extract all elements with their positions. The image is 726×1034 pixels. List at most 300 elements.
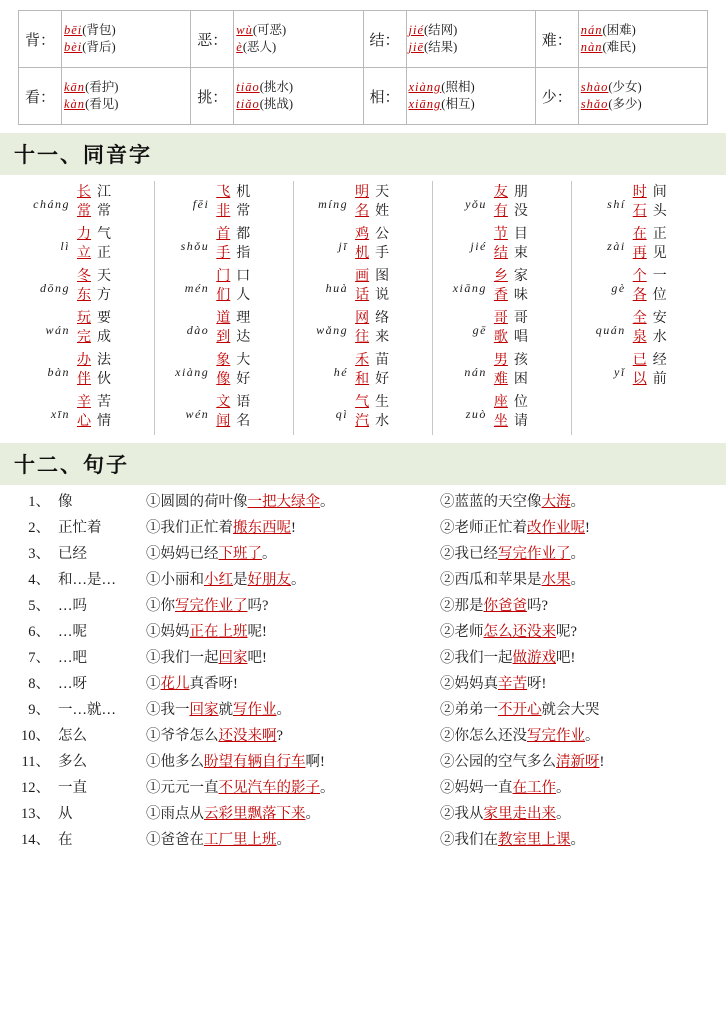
homophone-char: 生	[375, 395, 390, 410]
homophone-group	[576, 225, 706, 263]
plain-text: ②你怎么还没	[440, 728, 527, 744]
homophone-pinyin: fēi	[192, 197, 210, 211]
homophone-char: 象	[216, 353, 231, 368]
homophone-char: 束	[513, 246, 528, 261]
homophone-char: 口	[236, 269, 251, 284]
polyphone-reading-line	[64, 39, 190, 56]
homophone-char: 以	[632, 372, 647, 387]
homophone-chars	[491, 309, 531, 347]
homophone-group	[576, 351, 706, 389]
sentence-number: 6、	[28, 624, 50, 640]
homophone-group	[20, 393, 150, 431]
homophone-chars	[74, 351, 114, 389]
sentence-number: 12、	[21, 780, 50, 796]
homophone-context-chars	[650, 183, 670, 221]
plain-text: !	[599, 754, 605, 770]
sentence-row	[14, 515, 726, 541]
homophone-group	[159, 393, 289, 431]
homophone-char: 水	[375, 414, 390, 429]
homophone-target-chars	[352, 225, 372, 263]
homophone-target-chars	[630, 267, 650, 305]
example-word: (看见)	[85, 97, 119, 111]
polyphone-table	[18, 10, 708, 125]
homophone-chars	[491, 351, 531, 389]
homophone-char: 朋	[513, 185, 528, 200]
sentence-number: 7、	[28, 650, 50, 666]
homophone-char: 往	[355, 330, 370, 345]
homophone-char: 心	[77, 414, 91, 429]
homophone-target-chars	[491, 267, 511, 305]
homophone-target-chars	[630, 183, 650, 221]
sentence-example-2	[438, 645, 726, 671]
sentence-example-1	[144, 775, 438, 801]
homophone-group	[159, 309, 289, 347]
homophone-table	[16, 181, 710, 435]
homophone-column	[571, 181, 710, 435]
homophone-group	[437, 309, 567, 347]
plain-text: ①你	[146, 598, 175, 614]
plain-text: ②公园的空气多么	[440, 754, 556, 770]
plain-text: 。	[585, 728, 600, 744]
polyphone-char: 挑：	[191, 68, 234, 125]
homophone-char: 到	[216, 330, 231, 345]
sentence-example-1	[144, 619, 438, 645]
homophone-char: 正	[97, 246, 111, 261]
homophone-group	[159, 183, 289, 221]
example-word: (照相)	[441, 80, 475, 94]
homophone-pinyin: dōng	[40, 281, 70, 295]
homophone-char: 好	[375, 372, 390, 387]
homophone-char: 玩	[77, 311, 91, 326]
homophone-char: 手	[216, 246, 231, 261]
homophone-group	[20, 267, 150, 305]
homophone-char: 位	[652, 288, 667, 303]
homophone-char: 男	[493, 353, 508, 368]
highlight-text: 小红	[204, 572, 233, 588]
homophone-char: 已	[632, 353, 647, 368]
highlight-text: 家里走出来	[483, 806, 556, 822]
homophone-context-chars	[372, 351, 392, 389]
homophone-chars	[630, 267, 670, 305]
homophone-context-chars	[94, 183, 114, 221]
plain-text: 。	[570, 494, 585, 510]
homophone-target-chars	[352, 351, 372, 389]
plain-text: 啊!	[305, 754, 325, 770]
sentence-number: 8、	[28, 676, 50, 692]
homophone-chars	[352, 267, 392, 305]
highlight-text: 正在上班	[189, 624, 248, 640]
homophone-char: 节	[493, 227, 508, 242]
sentence-example-2	[438, 619, 726, 645]
sentence-number: 1、	[28, 494, 50, 510]
homophone-pinyin: gè	[611, 281, 626, 295]
homophone-char: 话	[355, 288, 370, 303]
homophone-group	[437, 393, 567, 431]
homophone-chars	[74, 309, 114, 347]
sentence-number: 11、	[21, 754, 50, 770]
sentence-pattern: …呢	[58, 624, 87, 640]
highlight-text: 写完作业了	[175, 598, 248, 614]
homophone-char: 水	[652, 330, 667, 345]
homophone-char: 友	[493, 185, 508, 200]
plain-text: !	[585, 520, 590, 536]
homophone-char: 法	[97, 353, 111, 368]
sentence-example-2	[438, 567, 726, 593]
homophone-chars	[213, 393, 253, 431]
homophone-char: 和	[355, 372, 370, 387]
highlight-text: 工厂里上班	[204, 832, 277, 848]
homophone-group	[20, 183, 150, 221]
homophone-char: 哥	[493, 311, 508, 326]
homophone-char: 请	[513, 414, 528, 429]
homophone-char: 好	[236, 372, 251, 387]
homophone-pinyin: shí	[607, 197, 626, 211]
homophone-chars	[74, 267, 114, 305]
sentence-row	[14, 827, 726, 853]
homophone-context-chars	[511, 225, 531, 263]
plain-text: ②妈妈真	[440, 676, 498, 692]
homophone-char: 禾	[355, 353, 370, 368]
homophone-target-chars	[491, 351, 511, 389]
homophone-char: 安	[652, 311, 667, 326]
homophone-context-chars	[94, 225, 114, 263]
polyphone-readings	[406, 11, 535, 68]
homophone-char: 困	[513, 372, 528, 387]
homophone-target-chars	[630, 225, 650, 263]
homophone-target-chars	[213, 309, 233, 347]
homophone-char: 伴	[77, 372, 91, 387]
homophone-pinyin: qì	[335, 407, 349, 421]
sentence-row	[14, 671, 726, 697]
homophone-pinyin: shǒu	[180, 239, 210, 253]
example-word: (相互)	[441, 97, 475, 111]
sentence-pattern: 一直	[58, 780, 87, 796]
polyphone-reading-line	[409, 79, 535, 96]
sentence-pattern: 从	[58, 806, 73, 822]
homophone-chars	[630, 309, 670, 347]
homophone-char: 在	[632, 227, 647, 242]
homophone-target-chars	[74, 393, 94, 431]
homophone-char: 味	[513, 288, 528, 303]
homophone-char: 手	[375, 246, 390, 261]
homophone-target-chars	[74, 351, 94, 389]
homophone-chars	[491, 225, 531, 263]
polyphone-reading-line	[64, 79, 190, 96]
polyphone-reading-line	[236, 22, 362, 39]
homophone-pinyin: wán	[45, 323, 70, 337]
homophone-chars	[74, 393, 114, 431]
homophone-pinyin: mén	[184, 281, 210, 295]
plain-text: 。	[305, 806, 320, 822]
polyphone-row	[19, 11, 708, 68]
homophone-group	[159, 267, 289, 305]
homophone-char: 一	[652, 269, 667, 284]
pinyin: shào	[580, 80, 609, 94]
sentence-example-1	[144, 645, 438, 671]
polyphone-reading-line	[409, 96, 535, 113]
homophone-target-chars	[352, 309, 372, 347]
plain-text: 呢!	[247, 624, 267, 640]
plain-text: 。	[320, 780, 335, 796]
homophone-column	[432, 181, 571, 435]
sentence-example-1	[144, 827, 438, 853]
homophone-pinyin: quán	[595, 323, 626, 337]
homophone-char: 网	[355, 311, 370, 326]
homophone-target-chars	[630, 309, 650, 347]
homophone-char: 江	[97, 185, 111, 200]
polyphone-char: 结：	[363, 11, 406, 68]
homophone-char: 情	[97, 414, 111, 429]
plain-text: ①元元一直	[146, 780, 219, 796]
homophone-group	[437, 225, 567, 263]
homophone-column	[155, 181, 294, 435]
homophone-char: 石	[632, 204, 647, 219]
polyphone-reading-line	[64, 96, 190, 113]
homophone-context-chars	[233, 393, 253, 431]
plain-text: ①妈妈	[146, 624, 190, 640]
example-word: (可恶)	[252, 23, 287, 37]
homophone-group	[298, 351, 428, 389]
homophone-char: 气	[355, 395, 370, 410]
plain-text: 。	[291, 572, 306, 588]
homophone-context-chars	[511, 351, 531, 389]
homophone-context-chars	[650, 351, 670, 389]
homophone-char: 首	[216, 227, 231, 242]
homophone-char: 香	[493, 288, 508, 303]
plain-text: 真香呀!	[189, 676, 238, 692]
sentence-row	[14, 775, 726, 801]
homophone-char: 苦	[97, 395, 111, 410]
homophone-char: 苗	[375, 353, 390, 368]
sentence-pattern: 一…就…	[58, 702, 116, 718]
plain-text: 吧!	[556, 650, 576, 666]
homophone-chars	[213, 225, 253, 263]
highlight-text: 改作业呢	[527, 520, 585, 536]
pinyin: è	[236, 40, 243, 54]
plain-text: 呢?	[556, 624, 577, 640]
homophone-context-chars	[511, 309, 531, 347]
homophone-char: 名	[236, 414, 251, 429]
homophone-target-chars	[74, 309, 94, 347]
homophone-char: 乡	[493, 269, 508, 284]
homophone-char: 说	[375, 288, 390, 303]
sentence-row	[14, 489, 726, 515]
homophone-char: 飞	[216, 185, 231, 200]
pinyin: nán	[580, 23, 603, 37]
sentence-pattern: 怎么	[58, 728, 87, 744]
homophone-chars	[491, 393, 531, 431]
homophone-char: 像	[216, 372, 231, 387]
polyphone-readings	[62, 11, 191, 68]
polyphone-reading-line	[236, 96, 362, 113]
homophone-char: 指	[236, 246, 251, 261]
homophone-char: 各	[632, 288, 647, 303]
plain-text: ②妈妈一直	[440, 780, 513, 796]
highlight-text: 写作业	[233, 702, 277, 718]
highlight-text: 清新呀	[556, 754, 600, 770]
homophone-pinyin: hé	[333, 365, 349, 379]
homophone-char: 络	[375, 311, 390, 326]
polyphone-readings	[234, 68, 363, 125]
example-word: (少女)	[608, 80, 642, 94]
highlight-text: 还没来啊	[218, 728, 277, 744]
polyphone-char: 相：	[363, 68, 406, 125]
sentence-example-2	[438, 593, 726, 619]
sentence-example-2	[438, 723, 726, 749]
homophone-pinyin: xiāng	[452, 281, 487, 295]
example-word: (多少)	[608, 97, 642, 111]
homophone-chars	[491, 267, 531, 305]
pinyin: kān	[64, 80, 86, 94]
plain-text: 。	[570, 572, 585, 588]
homophone-target-chars	[213, 267, 233, 305]
polyphone-char: 少：	[535, 68, 578, 125]
plain-text: ①	[146, 676, 161, 692]
polyphone-char: 看：	[19, 68, 62, 125]
highlight-text: 不见汽车的影子	[218, 780, 320, 796]
homophone-group	[298, 267, 428, 305]
homophone-pinyin: yǒu	[465, 197, 487, 211]
plain-text: 。	[570, 832, 585, 848]
homophone-group	[576, 309, 706, 347]
homophone-char: 见	[652, 246, 667, 261]
sentence-pattern: 正忙着	[58, 520, 102, 536]
homophone-char: 姓	[375, 204, 390, 219]
homophone-group	[437, 267, 567, 305]
homophone-chars	[213, 183, 253, 221]
homophone-char: 坐	[493, 414, 508, 429]
homophone-char: 方	[97, 288, 111, 303]
homophone-context-chars	[233, 309, 253, 347]
homophone-column	[16, 181, 155, 435]
polyphone-reading-line	[581, 39, 707, 56]
homophone-char: 们	[216, 288, 231, 303]
homophone-pinyin: yǐ	[614, 365, 626, 379]
homophone-pinyin: cháng	[33, 197, 70, 211]
homophone-char: 有	[493, 204, 508, 219]
homophone-chars	[630, 183, 670, 221]
example-word: (结网)	[424, 23, 458, 37]
sentence-pattern: …呀	[58, 676, 87, 692]
section-header-sentence: 十二、句子	[0, 443, 726, 485]
sentence-example-1	[144, 593, 438, 619]
polyphone-reading-line	[236, 39, 362, 56]
sentence-example-1	[144, 671, 438, 697]
homophone-char: 常	[77, 204, 91, 219]
homophone-char: 难	[493, 372, 508, 387]
example-word: (难民)	[602, 40, 636, 54]
homophone-pinyin: huà	[325, 281, 349, 295]
homophone-char: 前	[652, 372, 667, 387]
homophone-group	[437, 351, 567, 389]
plain-text: ①他多么	[146, 754, 204, 770]
highlight-text: 搬东西呢	[233, 520, 291, 536]
homophone-target-chars	[74, 267, 94, 305]
plain-text: 呀!	[527, 676, 547, 692]
homophone-pinyin: xiàng	[175, 365, 210, 379]
sentence-number: 9、	[28, 702, 50, 718]
plain-text: ②西瓜和苹果是	[440, 572, 542, 588]
sentence-row	[14, 645, 726, 671]
homophone-pinyin: jī	[338, 239, 349, 253]
homophone-group	[159, 351, 289, 389]
polyphone-reading-line	[409, 39, 535, 56]
homophone-char: 辛	[77, 395, 91, 410]
sentence-example-1	[144, 801, 438, 827]
highlight-text: 不开心	[498, 702, 542, 718]
polyphone-readings	[234, 11, 363, 68]
sentence-example-1	[144, 697, 438, 723]
homophone-target-chars	[213, 225, 233, 263]
homophone-chars	[352, 309, 392, 347]
plain-text: 。	[556, 780, 571, 796]
polyphone-reading-line	[64, 22, 190, 39]
homophone-pinyin: zuò	[465, 407, 487, 421]
homophone-target-chars	[491, 225, 511, 263]
homophone-char: 家	[513, 269, 528, 284]
sentence-example-2	[438, 671, 726, 697]
homophone-pinyin: bàn	[47, 365, 70, 379]
homophone-pinyin: míng	[318, 197, 349, 211]
sentence-example-2	[438, 801, 726, 827]
plain-text: 是	[233, 572, 248, 588]
pinyin: jié	[408, 23, 424, 37]
example-word: (困难)	[602, 23, 636, 37]
highlight-text: 在工作	[512, 780, 556, 796]
homophone-group	[437, 183, 567, 221]
example-word: (挑战)	[259, 97, 294, 111]
sentence-example-2	[438, 541, 726, 567]
plain-text: ②蓝蓝的天空像	[440, 494, 542, 510]
sentence-example-2	[438, 749, 726, 775]
homophone-chars	[352, 393, 392, 431]
homophone-target-chars	[213, 351, 233, 389]
highlight-text: 盼望有辆自行车	[204, 754, 306, 770]
plain-text: ②老师正忙着	[440, 520, 527, 536]
pinyin: shǎo	[580, 97, 609, 111]
homophone-char: 非	[216, 204, 231, 219]
plain-text: 。	[276, 832, 291, 848]
plain-text: ②弟弟一	[440, 702, 498, 718]
highlight-text: 教室里上课	[498, 832, 571, 848]
homophone-chars	[352, 351, 392, 389]
highlight-text: 水果	[541, 572, 571, 588]
plain-text: ②我们一起	[440, 650, 513, 666]
example-word: (看护)	[85, 80, 119, 94]
highlight-text: 云彩里飘落下来	[204, 806, 306, 822]
homophone-char: 头	[652, 204, 667, 219]
pinyin: xiàng	[408, 80, 442, 94]
plain-text: 吗?	[527, 598, 548, 614]
homophone-char: 唱	[513, 330, 528, 345]
homophone-pinyin: wén	[185, 407, 210, 421]
homophone-char: 图	[375, 269, 390, 284]
homophone-chars	[74, 183, 114, 221]
homophone-context-chars	[511, 183, 531, 221]
highlight-text: 写完作业了	[498, 546, 571, 562]
plain-text: ②我们在	[440, 832, 498, 848]
sentence-row	[14, 697, 726, 723]
homophone-group	[159, 225, 289, 263]
plain-text: 就会大哭	[541, 702, 600, 718]
homophone-char: 完	[77, 330, 91, 345]
sentence-number: 10、	[21, 728, 50, 744]
homophone-char: 天	[375, 185, 390, 200]
plain-text: ①雨点从	[146, 806, 204, 822]
pinyin: bèi	[64, 40, 83, 54]
homophone-char: 伙	[97, 372, 111, 387]
sentence-pattern: 在	[58, 832, 73, 848]
